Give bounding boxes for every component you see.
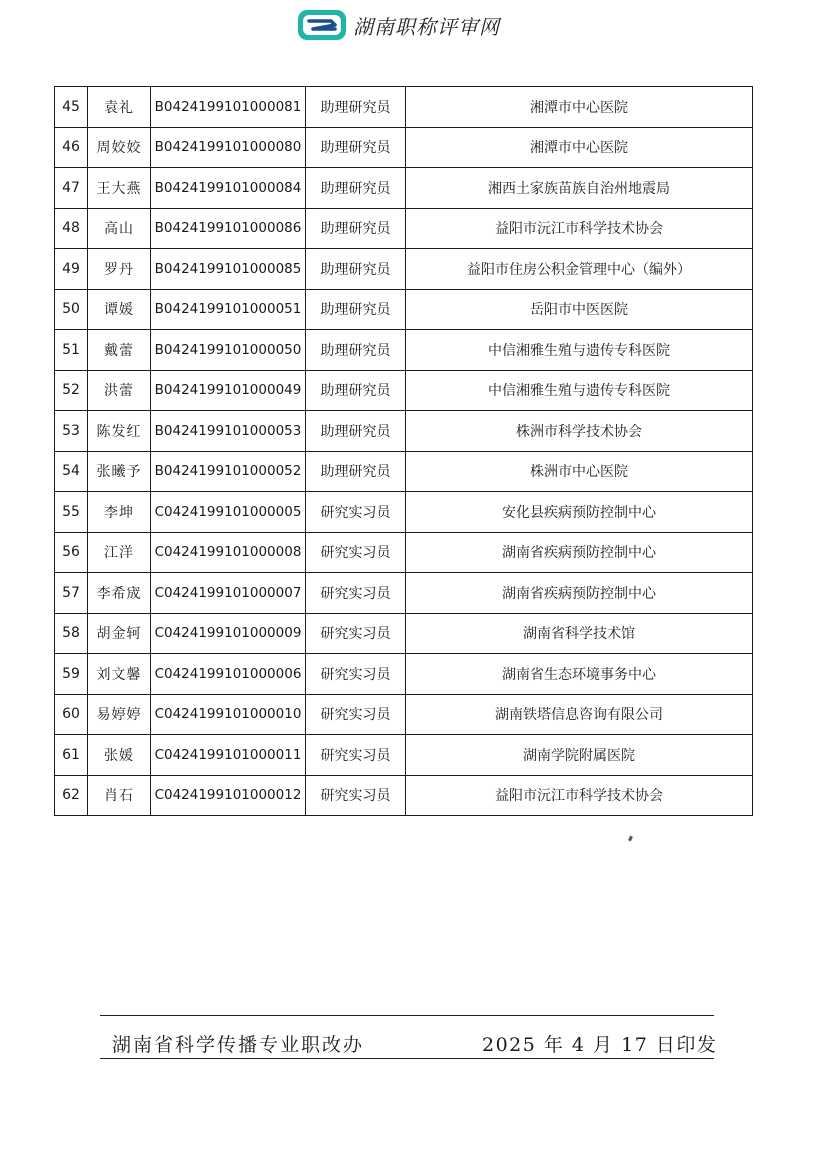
logo-text: 湖南职称评审网	[353, 14, 500, 39]
results-table	[54, 86, 753, 816]
certificate-number-cell: C0424199101000006	[151, 654, 306, 695]
person-name-cell: 谭媛	[88, 289, 151, 330]
person-name-cell: 胡金轲	[88, 613, 151, 654]
person-name-cell: 易婷婷	[88, 694, 151, 735]
table-row	[55, 168, 753, 209]
person-name-cell: 袁礼	[88, 87, 151, 128]
table-row	[55, 532, 753, 573]
employer-organization-cell: 益阳市沅江市科学技术协会	[406, 775, 753, 816]
row-number-cell: 48	[55, 208, 88, 249]
table-row	[55, 694, 753, 735]
employer-organization-cell: 湖南学院附属医院	[406, 735, 753, 776]
qualification-title-cell: 助理研究员	[306, 370, 406, 411]
row-number-cell: 61	[55, 735, 88, 776]
table-row	[55, 127, 753, 168]
person-name-cell: 刘文馨	[88, 654, 151, 695]
employer-organization-cell: 湖南铁塔信息咨询有限公司	[406, 694, 753, 735]
person-name-cell: 李坤	[88, 492, 151, 533]
certificate-number-cell: B0424199101000086	[151, 208, 306, 249]
table-row	[55, 87, 753, 128]
certificate-number-cell: B0424199101000052	[151, 451, 306, 492]
table-row	[55, 249, 753, 290]
employer-organization-cell: 安化县疾病预防控制中心	[406, 492, 753, 533]
table-row	[55, 411, 753, 452]
employer-organization-cell: 湖南省科学技术馆	[406, 613, 753, 654]
employer-organization-cell: 中信湘雅生殖与遗传专科医院	[406, 370, 753, 411]
qualification-title-cell: 助理研究员	[306, 208, 406, 249]
table-row	[55, 289, 753, 330]
person-name-cell: 肖石	[88, 775, 151, 816]
person-name-cell: 高山	[88, 208, 151, 249]
employer-organization-cell: 湖南省生态环境事务中心	[406, 654, 753, 695]
person-name-cell: 张曦予	[88, 451, 151, 492]
row-number-cell: 60	[55, 694, 88, 735]
row-number-cell: 58	[55, 613, 88, 654]
person-name-cell: 李希宬	[88, 573, 151, 614]
scan-speck	[628, 836, 633, 842]
footer-top-rule	[100, 1015, 714, 1016]
person-name-cell: 江洋	[88, 532, 151, 573]
table-row	[55, 208, 753, 249]
qualification-title-cell: 研究实习员	[306, 654, 406, 695]
site-logo	[297, 8, 500, 42]
row-number-cell: 47	[55, 168, 88, 209]
certificate-number-cell: B0424199101000081	[151, 87, 306, 128]
qualification-title-cell: 研究实习员	[306, 492, 406, 533]
person-name-cell: 陈发红	[88, 411, 151, 452]
qualification-title-cell: 研究实习员	[306, 573, 406, 614]
certificate-number-cell: B0424199101000053	[151, 411, 306, 452]
certificate-number-cell: C0424199101000010	[151, 694, 306, 735]
employer-organization-cell: 岳阳市中医医院	[406, 289, 753, 330]
table-row	[55, 492, 753, 533]
table-row	[55, 370, 753, 411]
row-number-cell: 59	[55, 654, 88, 695]
person-name-cell: 罗丹	[88, 249, 151, 290]
qualification-title-cell: 研究实习员	[306, 694, 406, 735]
table-body	[55, 87, 753, 816]
certificate-number-cell: B0424199101000051	[151, 289, 306, 330]
certificate-number-cell: B0424199101000085	[151, 249, 306, 290]
footer-date: 2025 年 4 月 17 日印发	[482, 1034, 718, 1056]
employer-organization-cell: 株洲市科学技术协会	[406, 411, 753, 452]
certificate-number-cell: B0424199101000080	[151, 127, 306, 168]
row-number-cell: 50	[55, 289, 88, 330]
person-name-cell: 周姣姣	[88, 127, 151, 168]
qualification-title-cell: 助理研究员	[306, 127, 406, 168]
qualification-title-cell: 助理研究员	[306, 87, 406, 128]
table-row	[55, 613, 753, 654]
table-row	[55, 451, 753, 492]
employer-organization-cell: 益阳市住房公积金管理中心（编外）	[406, 249, 753, 290]
row-number-cell: 46	[55, 127, 88, 168]
employer-organization-cell: 湘潭市中心医院	[406, 127, 753, 168]
row-number-cell: 53	[55, 411, 88, 452]
row-number-cell: 51	[55, 330, 88, 371]
qualification-title-cell: 研究实习员	[306, 613, 406, 654]
qualification-title-cell: 助理研究员	[306, 451, 406, 492]
person-name-cell: 洪蕾	[88, 370, 151, 411]
certificate-number-cell: C0424199101000007	[151, 573, 306, 614]
certificate-number-cell: C0424199101000005	[151, 492, 306, 533]
footer-issuer: 湖南省科学传播专业职改办	[112, 1034, 365, 1056]
employer-organization-cell: 中信湘雅生殖与遗传专科医院	[406, 330, 753, 371]
certificate-number-cell: C0424199101000012	[151, 775, 306, 816]
certificate-number-cell: B0424199101000084	[151, 168, 306, 209]
certificate-number-cell: C0424199101000011	[151, 735, 306, 776]
employer-organization-cell: 益阳市沅江市科学技术协会	[406, 208, 753, 249]
table-row	[55, 330, 753, 371]
row-number-cell: 57	[55, 573, 88, 614]
row-number-cell: 55	[55, 492, 88, 533]
qualification-title-cell: 研究实习员	[306, 775, 406, 816]
person-name-cell: 戴蕾	[88, 330, 151, 371]
row-number-cell: 52	[55, 370, 88, 411]
employer-organization-cell: 湘潭市中心医院	[406, 87, 753, 128]
employer-organization-cell: 湖南省疾病预防控制中心	[406, 573, 753, 614]
employer-organization-cell: 湖南省疾病预防控制中心	[406, 532, 753, 573]
certificate-number-cell: C0424199101000008	[151, 532, 306, 573]
qualification-title-cell: 助理研究员	[306, 330, 406, 371]
row-number-cell: 54	[55, 451, 88, 492]
row-number-cell: 56	[55, 532, 88, 573]
row-number-cell: 45	[55, 87, 88, 128]
qualification-title-cell: 助理研究员	[306, 249, 406, 290]
table-row	[55, 735, 753, 776]
employer-organization-cell: 湘西土家族苗族自治州地震局	[406, 168, 753, 209]
table-row	[55, 775, 753, 816]
footer-bottom-rule	[100, 1058, 714, 1059]
table-row	[55, 654, 753, 695]
person-name-cell: 张媛	[88, 735, 151, 776]
qualification-title-cell: 助理研究员	[306, 289, 406, 330]
person-name-cell: 王大燕	[88, 168, 151, 209]
row-number-cell: 49	[55, 249, 88, 290]
logo-mark-icon	[297, 9, 347, 41]
certificate-number-cell: B0424199101000050	[151, 330, 306, 371]
row-number-cell: 62	[55, 775, 88, 816]
qualification-title-cell: 助理研究员	[306, 411, 406, 452]
certificate-number-cell: C0424199101000009	[151, 613, 306, 654]
employer-organization-cell: 株洲市中心医院	[406, 451, 753, 492]
certificate-number-cell: B0424199101000049	[151, 370, 306, 411]
qualification-title-cell: 研究实习员	[306, 532, 406, 573]
qualification-title-cell: 助理研究员	[306, 168, 406, 209]
table-row	[55, 573, 753, 614]
qualification-title-cell: 研究实习员	[306, 735, 406, 776]
